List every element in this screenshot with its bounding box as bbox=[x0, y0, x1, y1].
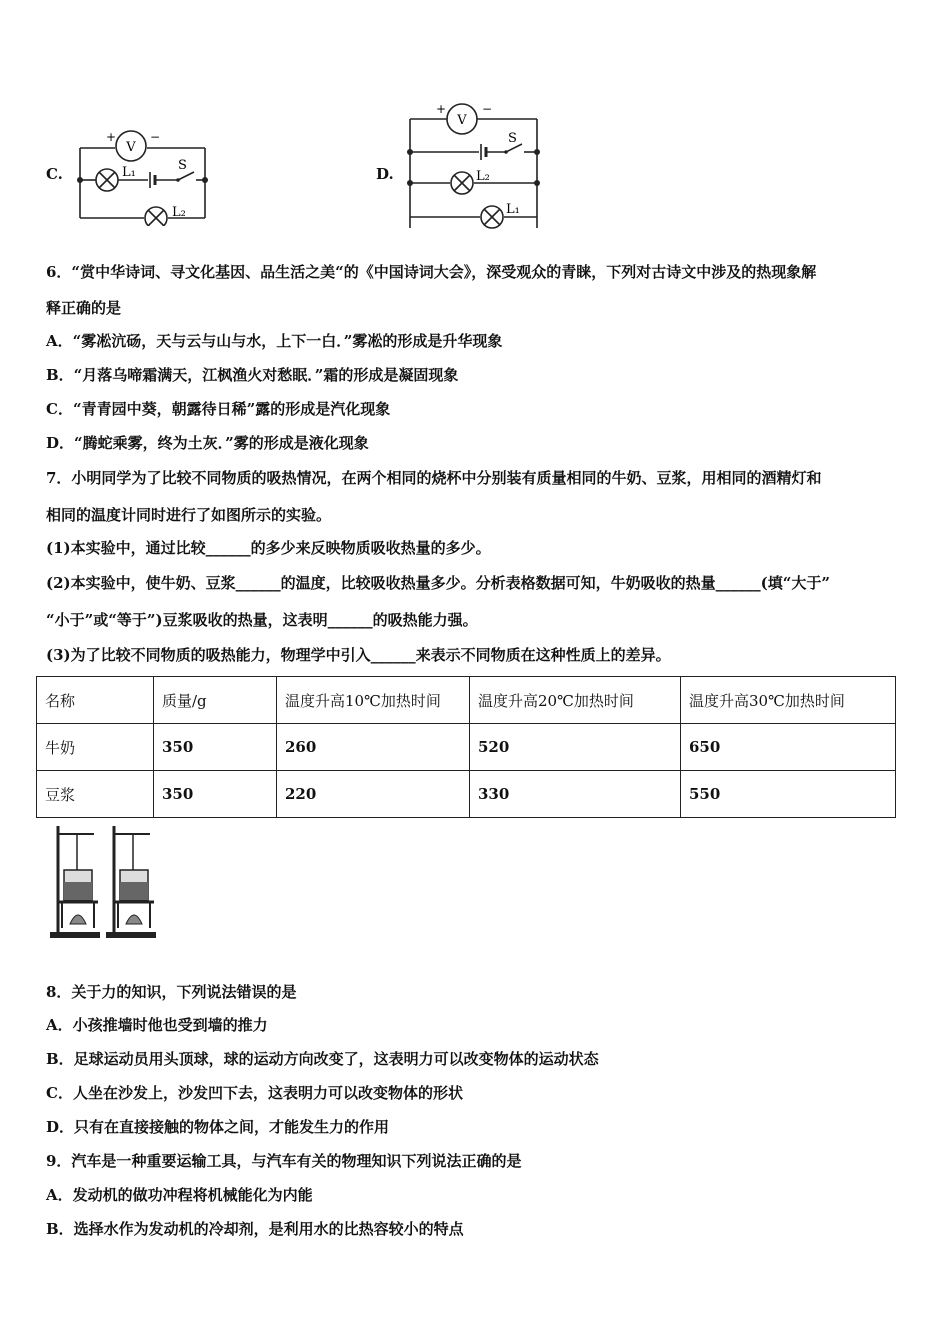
table-cell: 牛奶 bbox=[37, 724, 154, 771]
voltmeter-label: V bbox=[126, 140, 136, 155]
lamp-label-b: L₂ bbox=[172, 205, 186, 220]
table-cell: 650 bbox=[681, 724, 896, 771]
lamp-label-a: L₂ bbox=[476, 169, 490, 184]
heating-data-table bbox=[36, 676, 896, 818]
apparatus-right bbox=[106, 826, 156, 938]
plus-sign: + bbox=[436, 102, 447, 116]
table-row bbox=[37, 771, 896, 818]
q6-option-d: D．“腾蛇乘雾，终为土灰．”雾的形成是液化现象 bbox=[46, 434, 369, 452]
q6-option-c: C．“青青园中葵，朝露待日稀”露的形成是汽化现象 bbox=[46, 400, 391, 418]
q7-sub2-line1: (2)本实验中，使牛奶、豆浆______的温度，比较吸收热量多少。分析表格数据可知，牛奶吸收的热量______(填“大于” bbox=[46, 574, 830, 592]
q8-option-c: C．人坐在沙发上，沙发凹下去，这表明力可以改变物体的形状 bbox=[46, 1084, 463, 1102]
q6-option-b: B．“月落乌啼霜满天，江枫渔火对愁眠．”霜的形成是凝固现象 bbox=[46, 366, 459, 384]
circuit-diagram-d bbox=[400, 100, 550, 232]
q8-option-a: A．小孩推墙时他也受到墙的推力 bbox=[46, 1016, 268, 1034]
q6-stem-line1: 6．“赏中华诗词、寻文化基因、品生活之美“的《中国诗词大会》，深受观众的青睐，下列对古诗文中涉及的热现象解 bbox=[46, 263, 817, 281]
table-cell: 520 bbox=[470, 724, 681, 771]
q7-sub2-line2: “小于”或“等于”)豆浆吸收的热量，这表明______的吸热能力强。 bbox=[46, 611, 478, 629]
lamp-label-b: L₁ bbox=[506, 202, 520, 217]
switch-label: S bbox=[178, 158, 187, 173]
q7-stem-line2: 相同的温度计同时进行了如图所示的实验。 bbox=[46, 506, 332, 524]
table-header-cell: 名称 bbox=[37, 677, 154, 724]
table-header-cell: 质量/g bbox=[154, 677, 277, 724]
table-cell: 220 bbox=[277, 771, 470, 818]
table-header-cell: 温度升高20℃加热时间 bbox=[470, 677, 681, 724]
q8-stem: 8．关于力的知识，下列说法错误的是 bbox=[46, 983, 297, 1001]
q9-stem: 9．汽车是一种重要运输工具，与汽车有关的物理知识下列说法正确的是 bbox=[46, 1152, 522, 1170]
apparatus-left bbox=[50, 826, 100, 938]
table-header-cell: 温度升高30℃加热时间 bbox=[681, 677, 896, 724]
option-c-label: C. bbox=[46, 165, 63, 183]
switch-label: S bbox=[508, 131, 517, 146]
heating-apparatus-illustration bbox=[44, 824, 164, 944]
q7-sub1: (1)本实验中，通过比较______的多少来反映物质吸收热量的多少。 bbox=[46, 539, 491, 557]
lamp-label-a: L₁ bbox=[122, 165, 136, 180]
circuit-diagram-c bbox=[70, 126, 215, 226]
q6-option-a: A．“雾凇沆砀，天与云与山与水，上下一白．”雾凇的形成是升华现象 bbox=[46, 332, 503, 350]
table-cell: 330 bbox=[470, 771, 681, 818]
q7-sub3: (3)为了比较不同物质的吸热能力，物理学中引入______来表示不同物质在这种性质上的差异。 bbox=[46, 646, 671, 664]
q6-stem-line2: 释正确的是 bbox=[46, 299, 122, 317]
voltmeter-label: V bbox=[457, 113, 467, 128]
q8-option-d: D．只有在直接接触的物体之间，才能发生力的作用 bbox=[46, 1118, 390, 1136]
q7-stem-line1: 7．小明同学为了比较不同物质的吸热情况，在两个相同的烧杯中分别装有质量相同的牛奶、豆浆，用相同的酒精灯和 bbox=[46, 469, 822, 487]
table-cell: 350 bbox=[154, 771, 277, 818]
table-cell: 豆浆 bbox=[37, 771, 154, 818]
q8-option-b: B．足球运动员用头顶球，球的运动方向改变了，这表明力可以改变物体的运动状态 bbox=[46, 1050, 599, 1068]
table-header-row bbox=[37, 677, 896, 724]
table-cell: 550 bbox=[681, 771, 896, 818]
minus-sign: − bbox=[150, 130, 161, 144]
minus-sign: − bbox=[482, 102, 493, 116]
table-cell: 260 bbox=[277, 724, 470, 771]
q9-option-a: A．发动机的做功冲程将机械能化为内能 bbox=[46, 1186, 313, 1204]
table-header-cell: 温度升高10℃加热时间 bbox=[277, 677, 470, 724]
table-cell: 350 bbox=[154, 724, 277, 771]
q9-option-b: B．选择水作为发动机的冷却剂，是利用水的比热容较小的特点 bbox=[46, 1220, 464, 1238]
option-d-label: D. bbox=[376, 165, 394, 183]
plus-sign: + bbox=[106, 130, 117, 144]
table-row bbox=[37, 724, 896, 771]
